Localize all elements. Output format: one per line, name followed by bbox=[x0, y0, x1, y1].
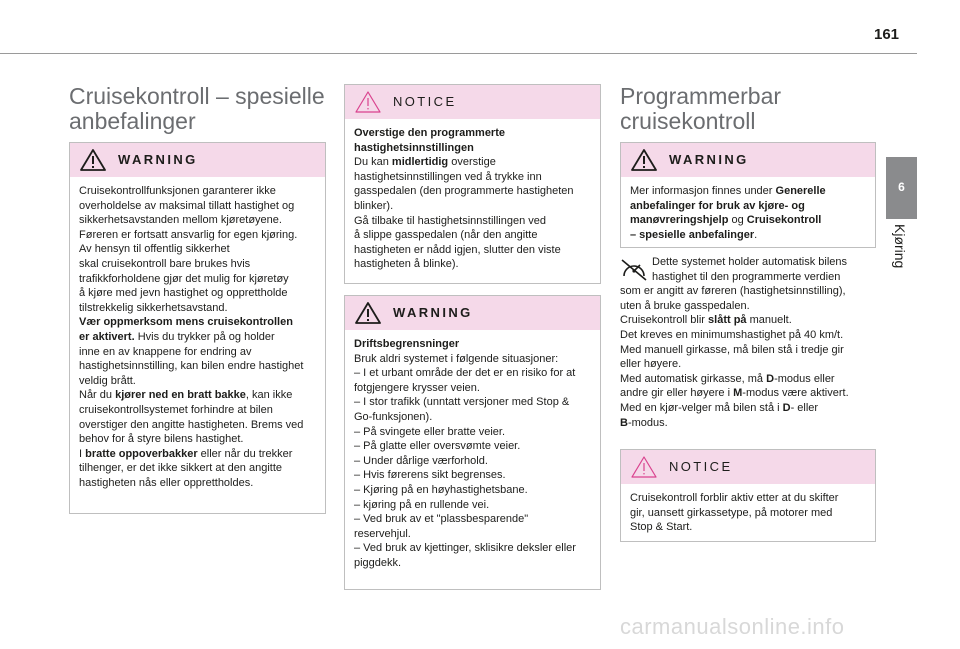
cruise-control-description: Dette systemet holder automatisk bilens hastighet til den programmerte verdien som er angitt av føreren (hastighetsinnstilling), uten å bruke gasspedalen. Cruisekontroll blir slått på manuelt. Det kreves en minimumshastighet på 40 km/t. Med manuell girkasse, må bilen stå i tredje gir eller høyere. Med automatisk girkasse, må D-modus eller andre gir eller høyere i M-modus være aktivert. Med en kjør-velger må bilen stå i D- eller B-modus. bbox=[620, 256, 849, 429]
warning-text: Cruisekontrollfunksjonen garanterer ikke overholdelse av maksimal tillatt hastighet og sikkerhetsavstanden mellom kjøretøyene. Føreren er fortsatt ansvarlig for egen kjøring. Av hensyn til offentlig sikkerhet skal cruisekontroll bare brukes hvis trafikkforholdene gjør det mulig for kjøretøy å kjøre med jevn hastighet og opprettholde tilstrekkelig sikkerhetsavstand. Vær oppmerksom mens cruisekontrollen er aktivert. Hvis du trykker på og holder inne en av knappene for endring av hastighetsinnstilling, kan bilen endre hastighet veldig brått. Når du kjører ned en bratt bakke, kan ikke cruisekontrollsystemet forhindre at bilen overstiger den angitte hastigheten. Brems ved behov for å styre bilens hastighet. I bratte oppoverbakker eller når du trekker tilhenger, er det ikke sikkert at den angitte hastigheten nås eller opprettholdes. bbox=[79, 185, 304, 489]
speedometer-icon bbox=[620, 257, 648, 281]
section-title-right: Programmerbar cruisekontroll bbox=[620, 83, 782, 134]
warning-title: WARNING bbox=[393, 305, 473, 320]
notice-triangle-icon bbox=[631, 456, 657, 478]
notice-title: NOTICE bbox=[669, 459, 733, 474]
notice-text: Cruisekontroll forblir aktiv etter at du skifter gir, uansett girkassetype, på motorer med Stop & Start. bbox=[630, 492, 839, 534]
watermark: carmanualsonline.info bbox=[620, 614, 845, 639]
warning-title: WARNING bbox=[118, 152, 198, 167]
warning-triangle-icon bbox=[631, 149, 657, 171]
notice-title: NOTICE bbox=[393, 94, 457, 109]
notice-triangle-icon bbox=[355, 91, 381, 113]
warning-box-middle bbox=[344, 295, 601, 590]
warning-text: Mer informasjon finnes under Generelle anbefalinger for bruk av kjøre- og manøvreringshjelp og Cruisekontroll – spesielle anbefalinger. bbox=[630, 185, 826, 241]
warning-text: Driftsbegrensninger Bruk aldri systemet i følgende situasjoner: – I et urbant område der det er en risiko for at fotgjengere krysser veien. – I stor trafikk (unntatt versjoner med Stop & Go-funksjonen). – På svingete eller bratte veier. – På glatte eller oversvømte veier. – Under dårlige værforhold. – Hvis førerens sikt begrenses. – Kjøring på en høyhastighetsbane. – kjøring på en rullende vei. – Ved bruk av et "plassbesparende" reservehjul. – Ved bruk av kjettinger, sklisikre deksler eller piggdekk. bbox=[354, 338, 576, 569]
warning-box-right bbox=[620, 142, 876, 248]
warning-triangle-icon bbox=[80, 149, 106, 171]
notice-text: Overstige den programmerte hastighetsinnstillingen Du kan midlertidig overstige hastighetsinnstillingen ved å trykke inn gasspedalen (den programmerte hastigheten blinker). Gå tilbake til hastighetsinnstillingen ved å slippe gasspedalen (når den angitte hastigheten er nådd igjen, slutter den viste hastigheten å blinke). bbox=[354, 127, 574, 271]
section-title-left: Cruisekontroll – spesielle anbefalinger bbox=[69, 83, 325, 134]
warning-box-left bbox=[69, 142, 326, 514]
notice-box-right bbox=[620, 449, 876, 542]
warning-triangle-icon bbox=[355, 302, 381, 324]
header-divider bbox=[0, 53, 917, 54]
notice-box-middle bbox=[344, 84, 601, 284]
chapter-tab-number: 6 bbox=[886, 157, 917, 219]
page-number: 161 bbox=[874, 26, 900, 43]
chapter-tab-label: Kjøring bbox=[892, 224, 908, 269]
warning-title: WARNING bbox=[669, 152, 749, 167]
